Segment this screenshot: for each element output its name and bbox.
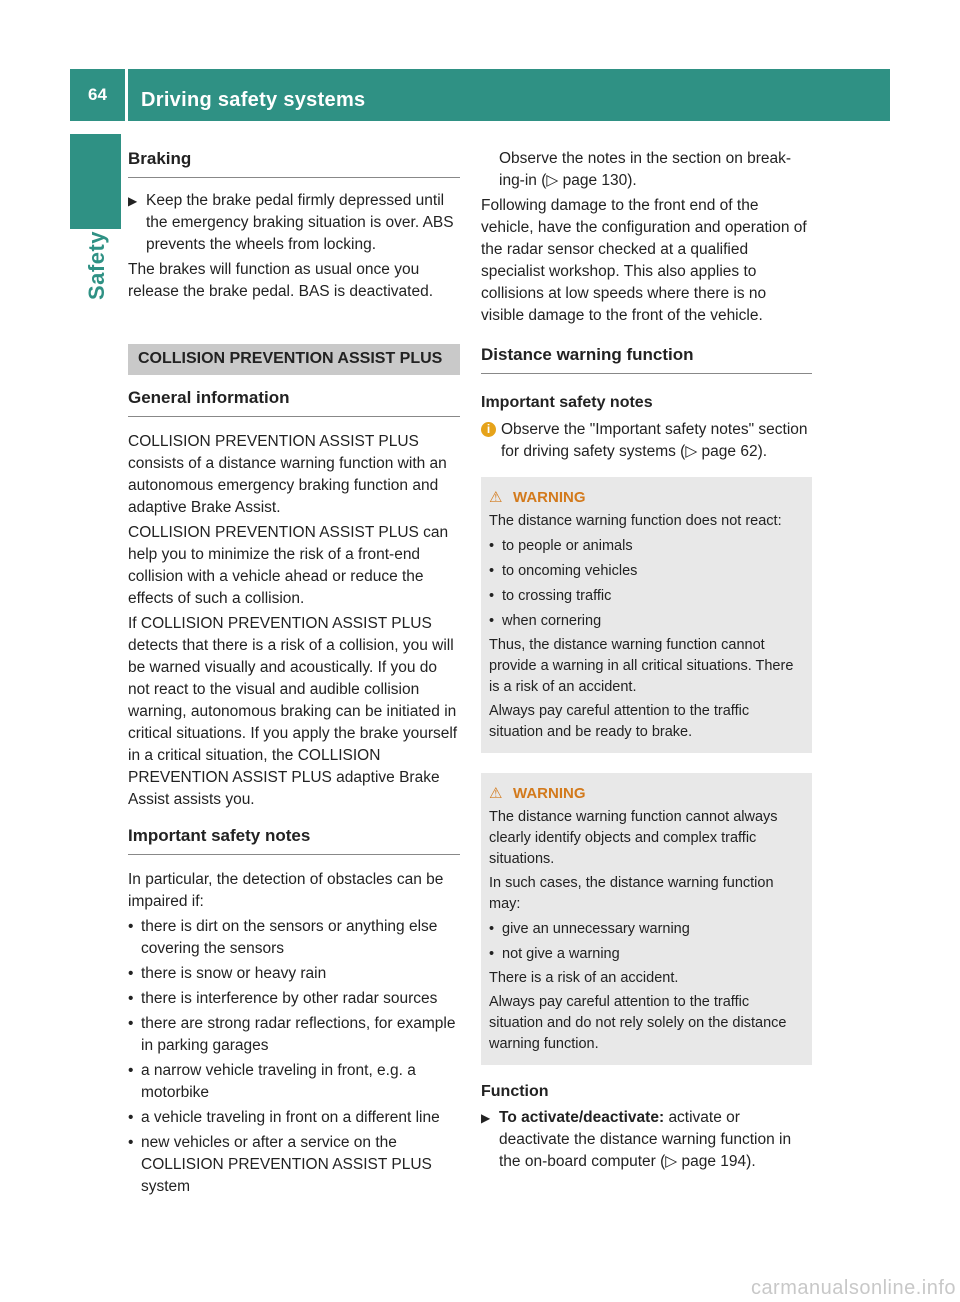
general-p3: If COLLISION PREVENTION ASSIST PLUS detects that there is a risk of a collision, you will be warned visually and acoustically. If you do not react to the visual and audible collision warning, autonomous braking can be initiated in critical situations. If you apply the brake yourself in a critical situation, the COLLISION PREVENTION ASSIST PLUS adaptive Brake Assist assists you.: [128, 615, 458, 808]
function-heading: Function: [481, 1083, 549, 1100]
safety-bullet-list: [128, 916, 460, 1198]
braking-heading: Braking: [128, 148, 460, 178]
break-in-note: Observe the notes in the section on break-ing-in (▷ page 130).: [499, 150, 792, 189]
warning-box-2: [481, 773, 812, 1065]
list-item: • a narrow vehicle traveling in front, e.g. a motorbike: [128, 1062, 416, 1101]
list-item: • there is interference by other radar sources: [128, 990, 438, 1007]
side-tab-block: [70, 134, 121, 229]
list-item: • there is dirt on the sensors or anything else covering the sensors: [128, 918, 438, 957]
warning2-para2: In such cases, the distance warning function may:: [489, 875, 774, 912]
important-safety-heading: Important safety notes: [481, 394, 653, 411]
safety-notes-heading: Important safety notes: [128, 825, 460, 855]
info-icon: i: [481, 422, 496, 437]
warning2-para3: There is a risk of an accident.: [489, 970, 679, 986]
warning1-para1: Thus, the distance warning function cannot provide a warning in all critical situations. There is a risk of an accident.: [489, 637, 794, 695]
info-note: [481, 419, 812, 463]
function-step-text: activate or deactivate the distance warning function in the on-board computer (▷ page 194).: [499, 1109, 792, 1170]
page-header: [70, 69, 890, 121]
list-item: • new vehicles or after a service on the COLLISION PREVENTION ASSIST PLUS system: [128, 1134, 432, 1195]
distance-warning-heading: Distance warning function: [481, 344, 812, 374]
warning-triangle-icon: ⚠: [489, 785, 503, 802]
list-item: • a vehicle traveling in front on a different line: [128, 1109, 440, 1126]
warning1-para2: Always pay careful attention to the traffic situation and be ready to brake.: [489, 703, 750, 740]
arrow-right-icon: ▶: [481, 1111, 491, 1125]
cpa-heading: COLLISION PREVENTION ASSIST PLUS: [128, 344, 460, 375]
function-step-label: To activate/deactivate:: [499, 1109, 665, 1126]
watermark-logo: carmanualsonline.info: [750, 1277, 956, 1299]
right-column: [481, 148, 812, 1173]
arrow-right-icon: ▶: [128, 194, 138, 208]
list-item: • to oncoming vehicles: [489, 563, 638, 579]
warning2-para4: Always pay careful attention to the traffic situation and do not rely solely on the distance warning function.: [489, 994, 787, 1052]
warning-title: ⚠ WARNING: [489, 785, 586, 802]
warning-title: ⚠ WARNING: [489, 489, 586, 506]
list-item: • give an unnecessary warning: [489, 921, 690, 937]
general-p2: COLLISION PREVENTION ASSIST PLUS can help you to minimize the risk of a front-end collision with a vehicle ahead or reduce the effects of such a collision.: [128, 524, 449, 607]
side-label: Safety: [84, 230, 109, 300]
list-item: • to people or animals: [489, 538, 633, 554]
info-text: Observe the "Important safety notes" section for driving safety systems (▷ page 62).: [501, 421, 808, 460]
general-info-heading: General information: [128, 387, 460, 417]
safety-intro: In particular, the detection of obstacles can be impaired if:: [128, 871, 444, 910]
braking-step-text: Keep the brake pedal firmly depressed until the emergency braking situation is over. ABS prevents the wheels from locking.: [146, 192, 454, 253]
list-item: • to crossing traffic: [489, 588, 612, 604]
braking-step: [128, 190, 460, 256]
left-column: [128, 148, 460, 1198]
list-item: • there are strong radar reflections, for example in parking garages: [128, 1015, 456, 1054]
header-divider: [125, 69, 128, 121]
function-step: [481, 1107, 812, 1173]
list-item: • when cornering: [489, 613, 602, 629]
warning-box-1: [481, 477, 812, 753]
section-title: Driving safety systems: [141, 89, 366, 111]
braking-para: The brakes will function as usual once you release the brake pedal. BAS is deactivated.: [128, 261, 434, 300]
list-item: • there is snow or heavy rain: [128, 965, 327, 982]
list-item: • not give a warning: [489, 946, 620, 962]
warning-triangle-icon: ⚠: [489, 489, 503, 506]
damage-para: Following damage to the front end of the vehicle, have the configuration and operation of the radar sensor checked at a qualified specialist workshop. This also applies to collisions at low speeds where there is no visible damage to the front of the vehicle.: [481, 197, 807, 324]
warning2-para1: The distance warning function cannot always clearly identify objects and complex traffic situations.: [489, 809, 778, 867]
warning1-intro: The distance warning function does not react:: [489, 513, 782, 529]
page-number: 64: [88, 85, 107, 104]
general-p1: COLLISION PREVENTION ASSIST PLUS consists of a distance warning function with an autonomous emergency braking function and adaptive Brake Assist.: [128, 433, 447, 516]
